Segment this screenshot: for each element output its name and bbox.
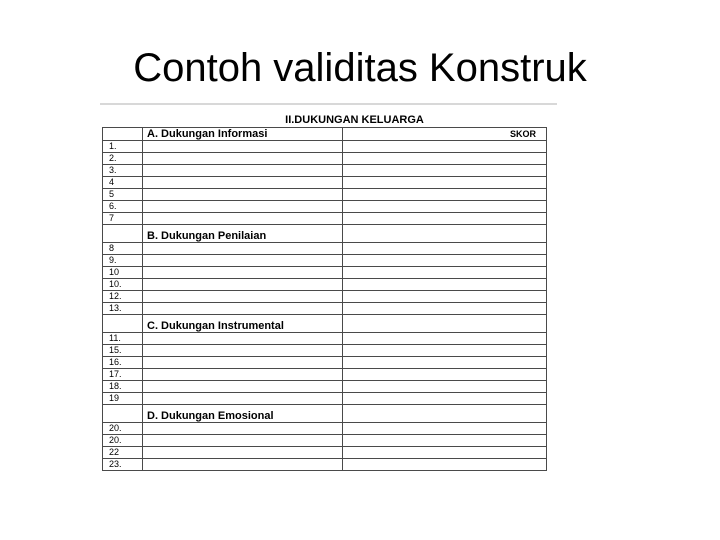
section-blank-cell [343, 405, 547, 423]
item-score-cell [343, 303, 547, 315]
form-heading-row [103, 115, 547, 128]
item-row [103, 165, 547, 177]
item-question-cell [143, 177, 343, 189]
section-label: A. Dukungan Informasi [143, 128, 343, 141]
item-question-cell [143, 165, 343, 177]
item-score-cell [343, 177, 547, 189]
item-question-cell [143, 279, 343, 291]
item-row [103, 141, 547, 153]
item-score-cell [343, 165, 547, 177]
item-score-cell [343, 189, 547, 201]
section-blank-cell [343, 315, 547, 333]
item-number: 10 [103, 267, 143, 279]
item-number: 20. [103, 435, 143, 447]
item-number: 11. [103, 333, 143, 345]
section-number-cell [103, 405, 143, 423]
item-row [103, 357, 547, 369]
item-number: 4 [103, 177, 143, 189]
section-number-cell [103, 315, 143, 333]
section-number-cell [103, 225, 143, 243]
section-header-row [103, 225, 547, 243]
item-row [103, 381, 547, 393]
item-row [103, 435, 547, 447]
slide-title: Contoh validitas Konstruk [133, 46, 587, 90]
item-number: 2. [103, 153, 143, 165]
item-question-cell [143, 447, 343, 459]
item-question-cell [143, 291, 343, 303]
item-question-cell [143, 423, 343, 435]
item-row [103, 369, 547, 381]
item-question-cell [143, 333, 343, 345]
item-number: 12. [103, 291, 143, 303]
item-score-cell [343, 153, 547, 165]
section-number-cell [103, 128, 143, 141]
item-row [103, 279, 547, 291]
item-score-cell [343, 333, 547, 345]
item-row [103, 345, 547, 357]
section-label: C. Dukungan Instrumental [143, 315, 343, 333]
item-row [103, 201, 547, 213]
item-row [103, 267, 547, 279]
item-score-cell [343, 291, 547, 303]
item-question-cell [143, 141, 343, 153]
item-number: 6. [103, 201, 143, 213]
item-number: 5 [103, 189, 143, 201]
item-question-cell [143, 201, 343, 213]
item-question-cell [143, 267, 343, 279]
item-row [103, 177, 547, 189]
item-score-cell [343, 141, 547, 153]
item-score-cell [343, 369, 547, 381]
section-header-row [103, 405, 547, 423]
item-number: 1. [103, 141, 143, 153]
item-row [103, 393, 547, 405]
item-question-cell [143, 255, 343, 267]
item-row [103, 423, 547, 435]
item-row [103, 243, 547, 255]
item-score-cell [343, 447, 547, 459]
item-number: 10. [103, 279, 143, 291]
item-number: 13. [103, 303, 143, 315]
item-question-cell [143, 435, 343, 447]
item-score-cell [343, 243, 547, 255]
item-question-cell [143, 345, 343, 357]
item-score-cell [343, 267, 547, 279]
top-divider [100, 103, 557, 105]
item-question-cell [143, 189, 343, 201]
item-number: 9. [103, 255, 143, 267]
item-score-cell [343, 255, 547, 267]
questionnaire-table [102, 115, 547, 471]
item-score-cell [343, 423, 547, 435]
item-number: 23. [103, 459, 143, 471]
item-score-cell [343, 435, 547, 447]
item-row [103, 447, 547, 459]
item-score-cell [343, 393, 547, 405]
item-score-cell [343, 345, 547, 357]
item-question-cell [143, 213, 343, 225]
score-header: SKOR [343, 128, 547, 141]
item-row [103, 255, 547, 267]
item-number: 7 [103, 213, 143, 225]
section-label: D. Dukungan Emosional [143, 405, 343, 423]
item-number: 22 [103, 447, 143, 459]
item-score-cell [343, 357, 547, 369]
section-header-row [103, 315, 547, 333]
section-blank-cell [343, 225, 547, 243]
item-number: 20. [103, 423, 143, 435]
item-question-cell [143, 303, 343, 315]
item-question-cell [143, 357, 343, 369]
section-header-row [103, 128, 547, 141]
item-question-cell [143, 369, 343, 381]
item-number: 15. [103, 345, 143, 357]
item-question-cell [143, 381, 343, 393]
item-row [103, 303, 547, 315]
item-row [103, 213, 547, 225]
item-score-cell [343, 459, 547, 471]
form-heading: II.DUKUNGAN KELUARGA [285, 115, 424, 126]
item-number: 8 [103, 243, 143, 255]
item-score-cell [343, 279, 547, 291]
item-score-cell [343, 213, 547, 225]
section-label: B. Dukungan Penilaian [143, 225, 343, 243]
item-row [103, 291, 547, 303]
item-question-cell [143, 459, 343, 471]
item-row [103, 333, 547, 345]
item-number: 18. [103, 381, 143, 393]
item-question-cell [143, 243, 343, 255]
item-number: 19 [103, 393, 143, 405]
item-question-cell [143, 153, 343, 165]
item-number: 16. [103, 357, 143, 369]
item-score-cell [343, 381, 547, 393]
questionnaire-form [100, 103, 557, 475]
item-question-cell [143, 393, 343, 405]
item-row [103, 189, 547, 201]
item-row [103, 153, 547, 165]
item-score-cell [343, 201, 547, 213]
item-number: 17. [103, 369, 143, 381]
item-number: 3. [103, 165, 143, 177]
item-row [103, 459, 547, 471]
